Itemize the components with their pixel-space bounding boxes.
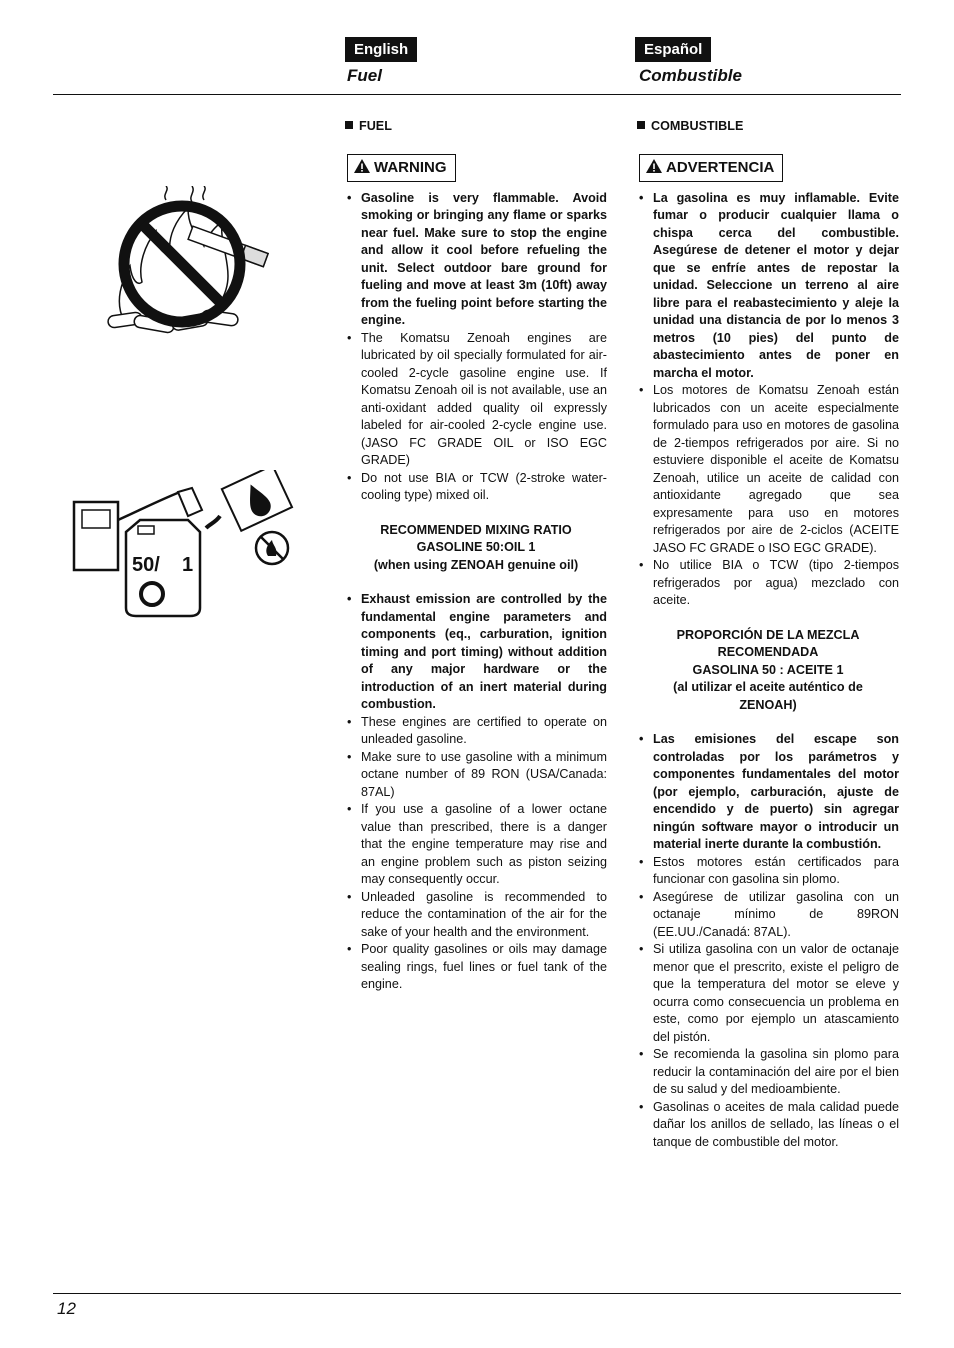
spanish-language-tab: Español bbox=[635, 37, 711, 62]
spanish-subheading: COMBUSTIBLE bbox=[637, 118, 899, 136]
page-number: 12 bbox=[57, 1299, 76, 1318]
list-item: • Do not use BIA or TCW (2-stroke water-cooling type) mixed oil. bbox=[345, 470, 607, 505]
spanish-mixing-ratio bbox=[637, 627, 899, 715]
square-bullet-icon bbox=[637, 121, 645, 129]
header-rule bbox=[53, 94, 901, 95]
list-item: • Se recomienda la gasolina sin plomo para reducir la contaminación del aire por el bien de su salud y del medioambiente. bbox=[637, 1046, 899, 1099]
english-emission-list bbox=[345, 591, 607, 994]
footer-rule bbox=[53, 1293, 901, 1294]
english-language-tab: English bbox=[345, 37, 417, 62]
english-section-title: Fuel bbox=[347, 66, 382, 85]
ratio-line: (al utilizar el aceite auténtico de bbox=[673, 680, 863, 694]
english-warning-box: WARNING bbox=[347, 154, 456, 182]
no-smoking-flame-illustration bbox=[104, 186, 274, 336]
ratio-line: GASOLINE 50:OIL 1 bbox=[416, 540, 536, 554]
spanish-section-title: Combustible bbox=[639, 66, 742, 85]
english-column bbox=[345, 118, 607, 994]
list-item: • Las emisiones del escape son controladas por los parámetros y componentes fundamentales del motor (por ejemplo, carburación, ajuste de encendido y de puerto) sin agregar ningún software mayor o introducir un material inerte durante la combustión. bbox=[637, 731, 899, 854]
english-mixing-ratio bbox=[345, 522, 607, 575]
ratio-line: RECOMMENDED MIXING RATIO bbox=[380, 522, 572, 537]
list-item: • Asegúrese de utilizar gasolina con un octanaje mínimo de 89RON (EE.UU./Canadá: 87AL). bbox=[637, 889, 899, 942]
list-item: • Los motores de Komatsu Zenoah están lubricados con un aceite especialmente formulado para uso en motores de gasolina de 2-tiempos refrigerados por aire. Si no estuviere disponible el aceite de Komatsu Zenoah, utilice un aceite de calidad con antioxidante agregado que sea expresamente para uso en motores refrigerados por aire de 2-ciclos (ACEITE JASO FC GRADE o ISO EGC GRADE). bbox=[637, 382, 899, 557]
spanish-emission-list bbox=[637, 731, 899, 1151]
list-item: • Si utiliza gasolina con un valor de octanaje menor que el prescrito, existe el peligro de que la temperatura del motor se eleve y ocurra como consecuencia un problema en este, como por ejemplo un atascamiento del pistón. bbox=[637, 941, 899, 1046]
list-item: • Gasoline is very flammable. Avoid smoking or bringing any flame or sparks near fuel. Make sure to stop the engine and allow it cool before refueling the unit. Select outdoor bare ground for fueling and move at least 3m (10ft) away from the fueling point before starting the engine. bbox=[345, 190, 607, 330]
list-item: • Gasolinas o aceites de mala calidad puede dañar los anillos de sellado, las líneas o el tanque de combustible del motor. bbox=[637, 1099, 899, 1152]
warning-triangle-icon bbox=[353, 158, 371, 174]
fuel-mixing-illustration bbox=[70, 470, 300, 620]
list-item: • No utilice BIA o TCW (tipo 2-tiempos refrigerados por agua) mezclado con aceite. bbox=[637, 557, 899, 610]
list-item: • Poor quality gasolines or oils may damage sealing rings, fuel lines or fuel tank of the engine. bbox=[345, 941, 607, 994]
ratio-line: GASOLINA 50 : ACEITE 1 bbox=[692, 662, 844, 677]
spanish-warning-box: ADVERTENCIA bbox=[639, 154, 783, 182]
ratio-line: ZENOAH) bbox=[739, 697, 797, 712]
ratio-line: RECOMENDADA bbox=[717, 645, 819, 659]
list-item: • These engines are certified to operate on unleaded gasoline. bbox=[345, 714, 607, 749]
list-item: • La gasolina es muy inflamable. Evite fumar o producir cualquier llama o chispa cerca del combustible. Asegúrese de detener el motor y dejar que se enfríe antes de repostar la unidad. Seleccione un terreno al aire libre para el reabastecimiento y aleje la unidad una distancia de por lo menos 3 metros (10 pies) del punto de abastecimiento antes de poner en marcha el motor. bbox=[637, 190, 899, 383]
spanish-warning-list bbox=[637, 190, 899, 610]
list-item: • Estos motores están certificados para funcionar con gasolina sin plomo. bbox=[637, 854, 899, 889]
spanish-column bbox=[637, 118, 899, 1151]
list-item: • Exhaust emission are controlled by the fundamental engine parameters and components (eq., carburation, ignition timing and port timing) without addition of any major hardware or the introduction of an inert material during combustion. bbox=[345, 591, 607, 714]
ratio-line: (when using ZENOAH genuine oil) bbox=[373, 557, 579, 572]
english-warning-list bbox=[345, 190, 607, 505]
can-ratio-suffix: 1 bbox=[182, 554, 194, 576]
list-item: • Make sure to use gasoline with a minimum octane number of 89 RON (USA/Canada: 87AL) bbox=[345, 749, 607, 802]
can-ratio-label: 50/ bbox=[132, 554, 160, 576]
warning-triangle-icon bbox=[645, 158, 663, 174]
list-item: • If you use a gasoline of a lower octane value than prescribed, there is a danger that the engine temperature may rise and an engine problem such as piston seizing may consequently occur. bbox=[345, 801, 607, 889]
list-item: • Unleaded gasoline is recommended to reduce the contamination of the air for the sake of your health and the environment. bbox=[345, 889, 607, 942]
english-subheading: FUEL bbox=[345, 118, 607, 136]
ratio-line: PROPORCIÓN DE LA MEZCLA bbox=[676, 627, 860, 642]
square-bullet-icon bbox=[345, 121, 353, 129]
list-item: • The Komatsu Zenoah engines are lubricated by oil specially formulated for air-cooled 2-cycle gasoline engine use. If Komatsu Zenoah oil is not available, use an anti-oxidant added quality oil expressly labeled for air-cooled 2-cycle engine use. (JASO FC GRADE OIL or ISO EGC GRADE) bbox=[345, 330, 607, 470]
